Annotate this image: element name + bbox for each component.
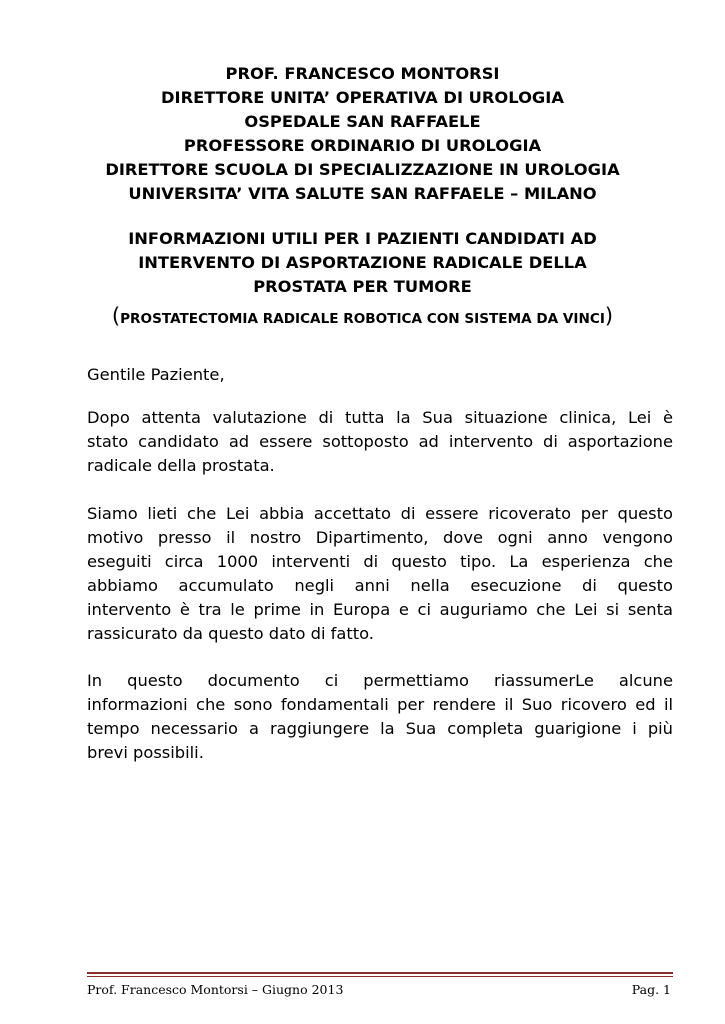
title-line: PROSTATA PER TUMORE [253,277,472,296]
paragraph-line: eseguiti circa 1000 interventi di questo tipo. La esperienza che [87,552,673,571]
paragraph-line: Dopo attenta valutazione di tutta la Sua situazione clinica, Lei è [87,408,673,427]
header-line: PROFESSORE ORDINARIO DI UROLOGIA [183,136,542,155]
paragraph-line: Siamo lieti che Lei abbia accettato di essere ricoverato per questo [87,504,673,523]
paragraph-1 [87,406,673,478]
header-line: PROF. FRANCESCO MONTORSI [225,64,500,83]
paragraph-line: radicale della prostata. [87,456,275,475]
paragraph-line: In questo documento ci permettiamo riassumerLe alcune [87,671,673,690]
header-line: UNIVERSITA’ VITA SALUTE SAN RAFFAELE – MILANO [128,184,597,203]
document-subtitle [60,302,665,333]
paragraph-line: brevi possibili. [87,743,204,762]
paragraph-line: abbiamo accumulato negli anni nella esecuzione di questo [87,576,673,595]
document-title [60,227,665,299]
header-line: DIRETTORE SCUOLA DI SPECIALIZZAZIONE IN UROLOGIA [105,160,620,179]
document-header [60,62,665,206]
page-number: Pag. 1 [631,982,671,997]
paragraph-line: stato candidato ad essere sottoposto ad intervento di asportazione [87,432,673,451]
footer-divider [87,976,673,977]
footer-divider [87,972,673,974]
paragraph-line: intervento è tra le prime in Europa e ci auguriamo che Lei si senta [87,600,673,619]
subtitle-close-paren: ) [604,304,614,328]
paragraph-line: tempo necessario a raggiungere la Sua completa guarigione i più [87,719,673,738]
paragraph-2 [87,502,673,646]
greeting: Gentile Paziente, [87,365,225,384]
header-line: DIRETTORE UNITA’ OPERATIVA DI UROLOGIA [161,88,564,107]
title-line: INFORMAZIONI UTILI PER I PAZIENTI CANDIDATI AD [128,229,597,248]
paragraph-line: motivo presso il nostro Dipartimento, dove ogni anno vengono [87,528,673,547]
paragraph-3 [87,669,673,765]
header-line: OSPEDALE SAN RAFFAELE [244,112,481,131]
subtitle-open-paren: ( [111,304,121,328]
paragraph-line: informazioni che sono fondamentali per rendere il Suo ricovero ed il [87,695,673,714]
footer-author-date: Prof. Francesco Montorsi – Giugno 2013 [87,982,344,997]
subtitle-text: PROSTATECTOMIA RADICALE ROBOTICA CON SISTEMA DA VINCI [120,311,605,327]
paragraph-line: rassicurato da questo dato di fatto. [87,624,374,643]
title-line: INTERVENTO DI ASPORTAZIONE RADICALE DELLA [138,253,587,272]
